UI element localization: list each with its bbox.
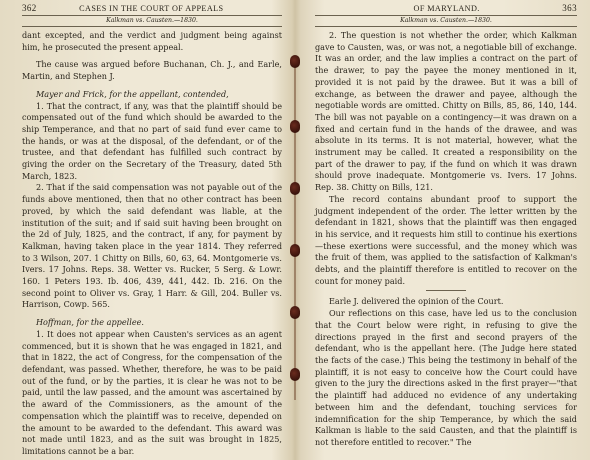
right-running-title: OF MARYLAND. (413, 4, 480, 13)
right-page (299, 0, 590, 460)
paragraph: dant excepted, and the verdict and judgment being against him, he prosecuted the present appeal. (22, 30, 282, 52)
binding-thread (294, 60, 296, 400)
right-running-head (315, 3, 577, 16)
right-page-number: 363 (562, 3, 577, 13)
paragraph: The cause was argued before Buchanan, Ch. J., and Earle, Martin, and Stephen J. (22, 59, 282, 82)
section-divider (426, 290, 466, 291)
paragraph: 2. The question is not whether the order, which Kalkman gave to Causten, was, or was not, a negotiable bill of exchange. It was an order, and the law implies a contract on the part of the drawer, to pay the payee the money mentioned in it, provided it is not paid by the drawee. But it was a bill of exchange, as between the drawer and payee, although the negotiable words are omitted. Chitty on Bills, 85, 86, 140, 144. The bill was not payable on a contingency—it was drawn on a fixed and certain fund in the hands of the drawee, and was absolute in its terms. It is not material, however, what the instrument may be called. It created a responsibility on the part of the drawer to pay, if the fund on which it was drawn should prove inadequate. Montgomerie vs. Ivers. 17 Johns. Rep. 38. Chitty on Bills, 121. (315, 30, 577, 193)
paragraph: 1. That the contract, if any, was that the plaintiff should be compensated out of the fund which should be awarded to the ship Temperance, and that no part of said fund ever came to the hands, or was at the disposal, of the defendant, or of the trustee, and that defendant has fulfilled such contract by giving the order on the Secretary of the Treasury, dated 5th March, 1823. (22, 100, 282, 181)
paragraph: Mayer and Frick, for the appellant, contended, (36, 88, 229, 99)
left-case-subhead: Kalkman vs. Causten.—1830. (22, 16, 282, 27)
left-running-title: CASES IN THE COURT OF APPEALS (79, 4, 224, 13)
paragraph: Hoffman, for the appellee. (36, 317, 144, 328)
left-page-text (22, 3, 282, 458)
right-page-text (315, 3, 577, 449)
paragraph: 1. It does not appear when Causten's services as an agent commenced, but it is shown that he was engaged in 1821, and that in 1822, the act of Congress, for the compensation of the defendant, was passed. Whether, therefore, he was to be paid out of the fund, or by the parties, it is clear he was not to be paid, until the law passed, and the amount was ascertained by the award of the Commissioners, as the amount of the compensation which the plaintiff was to receive, depended on the amount to be awarded to the defendant. This award was not made until 1823, and as the suit was brought in 1825, limitations cannot be a bar. (22, 328, 282, 456)
paragraph: The record contains abundant proof to support the judgment independent of the order. The letter written by the defendant in 1821, shows that the plaintiff was then engaged in his service, and it requests him still to continue his exertions—these exertions were successful, and the money which was the fruit of them, was applied to the satisfaction of Kalkman's debts, and the plaintiff therefore is entitled to recover on the count for money paid. (315, 193, 577, 286)
paragraph: Our reflections on this case, have led us to the conclusion that the Court below were right, in refusing to give the directions prayed in the first and second prayers of the defendant, who is the appellant here. (The Judge here stated the facts of the case.) This being the testimony in behalf of the plaintiff, it is not easy to conceive how the Court could have given to the jury the directions asked in the first prayer—"that the plaintiff had adduced no evidence of any undertaking between him and the defendant, touching services for indemnification for the ship Temperance, by which the said Kalkman is liable to the said Causten, and that the plaintiff is not therefore entitled to recover." The (315, 308, 577, 447)
right-case-subhead: Kalkman vs. Causten.—1830. (315, 16, 577, 27)
left-page (0, 0, 291, 460)
left-running-head (22, 3, 282, 16)
paragraph: 2. That if the said compensation was not payable out of the funds above mentioned, then that no other contract has been proved, by which the said defendant was liable, at the institution of the suit; and if said suit having been brought on the 2d of July, 1825, and the contract, if any, for payment by Kalkman, having taken place in the year 1814. They referred to 3 Wilson, 207. 1 Chitty on Bills, 60, 63, 64. Montgomerie vs. Ivers. 17 Johns. Reps. 38. Wetter vs. Rucker, 5 Serg. & Lowr. 160. 1 Peters 193. Ib. 406, 439, 441, 442. Ib. 216. On the second point to Oliver vs. Gray, 1 Harr. & Gill, 204. Buller vs. Harrison, Cowp. 565. (22, 182, 282, 310)
left-page-number: 362 (22, 3, 37, 13)
paragraph: Earle J. delivered the opinion of the Court. (329, 296, 504, 307)
